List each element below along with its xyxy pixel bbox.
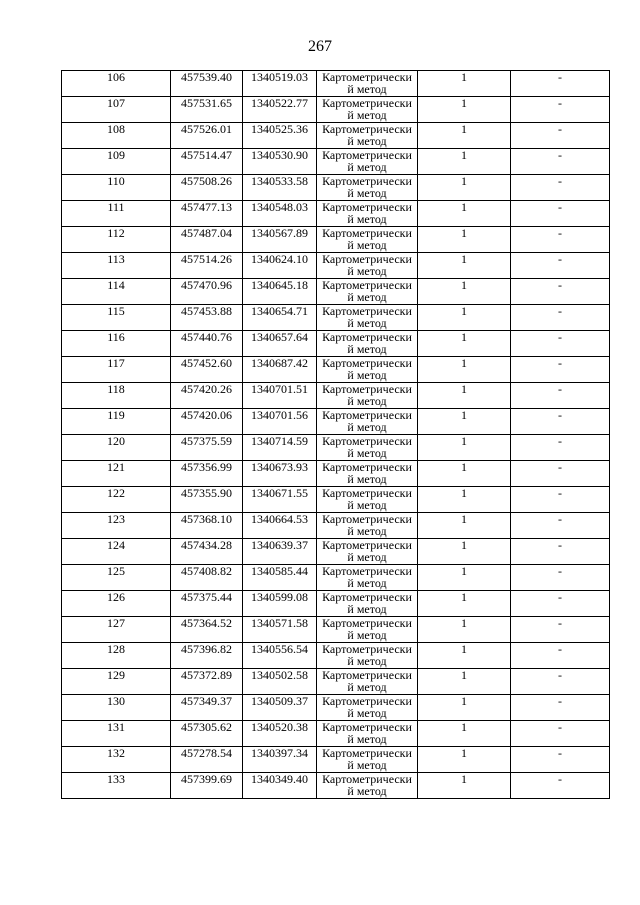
coordinate-y-cell: 1340522.77 [243,97,317,123]
coordinate-y-cell: 1340571.58 [243,617,317,643]
point-number-cell: 122 [62,487,171,513]
point-number-cell: 112 [62,227,171,253]
accuracy-cell: 1 [418,669,511,695]
table-row [62,357,610,383]
accuracy-cell: 1 [418,97,511,123]
accuracy-cell: 1 [418,565,511,591]
coordinate-y-cell: 1340525.36 [243,123,317,149]
table-row [62,747,610,773]
note-cell: - [511,435,610,461]
method-text-line-1: Картометрически [322,382,412,396]
method-cell [317,383,418,409]
coordinate-x-cell: 457508.26 [171,175,243,201]
method-cell [317,357,418,383]
note-cell: - [511,71,610,97]
method-text-line-1: Картометрически [322,356,412,370]
method-cell [317,175,418,201]
method-text-line-2: й метод [347,654,387,668]
point-number-cell: 127 [62,617,171,643]
method-cell [317,773,418,799]
coordinate-y-cell: 1340673.93 [243,461,317,487]
method-cell [317,695,418,721]
note-cell: - [511,721,610,747]
coordinate-y-cell: 1340671.55 [243,487,317,513]
coordinate-x-cell: 457278.54 [171,747,243,773]
accuracy-cell: 1 [418,409,511,435]
method-cell [317,409,418,435]
method-text-line-1: Картометрически [322,460,412,474]
note-cell: - [511,279,610,305]
method-cell [317,565,418,591]
method-text-line-1: Картометрически [322,590,412,604]
note-cell: - [511,461,610,487]
coordinate-x-cell: 457356.99 [171,461,243,487]
accuracy-cell: 1 [418,695,511,721]
coordinate-x-cell: 457514.26 [171,253,243,279]
point-number-cell: 129 [62,669,171,695]
method-cell [317,513,418,539]
table-row [62,565,610,591]
note-cell: - [511,747,610,773]
method-cell [317,97,418,123]
accuracy-cell: 1 [418,383,511,409]
note-cell: - [511,123,610,149]
method-text-line-1: Картометрически [322,252,412,266]
method-text-line-1: Картометрически [322,174,412,188]
method-text-line-1: Картометрически [322,772,412,786]
table-row [62,435,610,461]
method-text-line-1: Картометрически [322,616,412,630]
method-text-line-2: й метод [347,628,387,642]
coordinate-y-cell: 1340530.90 [243,149,317,175]
method-text-line-1: Картометрически [322,642,412,656]
point-number-cell: 109 [62,149,171,175]
point-number-cell: 106 [62,71,171,97]
method-text-line-2: й метод [347,446,387,460]
coordinate-y-cell: 1340556.54 [243,643,317,669]
method-text-line-1: Картометрически [322,564,412,578]
table-row [62,97,610,123]
table-row [62,409,610,435]
method-cell [317,643,418,669]
coordinate-y-cell: 1340567.89 [243,227,317,253]
method-text-line-1: Картометрически [322,486,412,500]
method-text-line-2: й метод [347,82,387,96]
table-row [62,461,610,487]
method-text-line-2: й метод [347,186,387,200]
method-text-line-2: й метод [347,420,387,434]
coordinate-y-cell: 1340509.37 [243,695,317,721]
note-cell: - [511,149,610,175]
coordinate-x-cell: 457453.88 [171,305,243,331]
note-cell: - [511,227,610,253]
table-row [62,721,610,747]
coordinate-x-cell: 457372.89 [171,669,243,695]
method-text-line-2: й метод [347,758,387,772]
coordinate-x-cell: 457531.65 [171,97,243,123]
method-text-line-2: й метод [347,342,387,356]
coordinate-x-cell: 457526.01 [171,123,243,149]
method-text-line-2: й метод [347,368,387,382]
coordinate-x-cell: 457375.59 [171,435,243,461]
table-row [62,669,610,695]
method-text-line-2: й метод [347,160,387,174]
coordinate-y-cell: 1340639.37 [243,539,317,565]
method-text-line-2: й метод [347,212,387,226]
coordinate-y-cell: 1340657.64 [243,331,317,357]
method-text-line-2: й метод [347,602,387,616]
method-cell [317,591,418,617]
coordinate-y-cell: 1340519.03 [243,71,317,97]
accuracy-cell: 1 [418,747,511,773]
table-row [62,591,610,617]
method-text-line-1: Картометрически [322,330,412,344]
accuracy-cell: 1 [418,591,511,617]
note-cell: - [511,591,610,617]
method-text-line-1: Картометрически [322,304,412,318]
method-text-line-2: й метод [347,108,387,122]
method-cell [317,617,418,643]
note-cell: - [511,201,610,227]
method-cell [317,305,418,331]
accuracy-cell: 1 [418,253,511,279]
method-cell [317,253,418,279]
coordinate-x-cell: 457368.10 [171,513,243,539]
note-cell: - [511,97,610,123]
point-number-cell: 117 [62,357,171,383]
note-cell: - [511,487,610,513]
method-cell [317,227,418,253]
method-text-line-2: й метод [347,706,387,720]
method-text-line-2: й метод [347,290,387,304]
note-cell: - [511,539,610,565]
accuracy-cell: 1 [418,773,511,799]
method-text-line-2: й метод [347,394,387,408]
method-text-line-1: Картометрически [322,434,412,448]
coordinate-y-cell: 1340687.42 [243,357,317,383]
coordinate-x-cell: 457434.28 [171,539,243,565]
coordinate-x-cell: 457364.52 [171,617,243,643]
coordinate-y-cell: 1340714.59 [243,435,317,461]
table-row [62,175,610,201]
coordinate-x-cell: 457477.13 [171,201,243,227]
method-cell [317,201,418,227]
coordinate-x-cell: 457420.26 [171,383,243,409]
point-number-cell: 121 [62,461,171,487]
method-text-line-2: й метод [347,498,387,512]
point-number-cell: 132 [62,747,171,773]
table-row [62,539,610,565]
accuracy-cell: 1 [418,539,511,565]
accuracy-cell: 1 [418,201,511,227]
note-cell: - [511,669,610,695]
coordinate-y-cell: 1340654.71 [243,305,317,331]
point-number-cell: 115 [62,305,171,331]
table-row [62,383,610,409]
method-text-line-1: Картометрически [322,96,412,110]
note-cell: - [511,409,610,435]
coordinate-x-cell: 457539.40 [171,71,243,97]
note-cell: - [511,175,610,201]
coordinate-y-cell: 1340624.10 [243,253,317,279]
coordinate-x-cell: 457487.04 [171,227,243,253]
page-number: 267 [308,38,332,55]
point-number-cell: 116 [62,331,171,357]
method-cell [317,461,418,487]
coordinate-x-cell: 457399.69 [171,773,243,799]
note-cell: - [511,773,610,799]
method-text-line-2: й метод [347,784,387,798]
method-cell [317,71,418,97]
coordinate-y-cell: 1340548.03 [243,201,317,227]
coordinate-y-cell: 1340585.44 [243,565,317,591]
method-text-line-1: Картометрически [322,512,412,526]
note-cell: - [511,643,610,669]
accuracy-cell: 1 [418,71,511,97]
table-row [62,227,610,253]
method-text-line-1: Картометрически [322,746,412,760]
table-row [62,513,610,539]
method-text-line-1: Картометрически [322,694,412,708]
point-number-cell: 133 [62,773,171,799]
coordinate-x-cell: 457408.82 [171,565,243,591]
method-text-line-1: Картометрически [322,668,412,682]
point-number-cell: 125 [62,565,171,591]
accuracy-cell: 1 [418,513,511,539]
note-cell: - [511,695,610,721]
coordinate-x-cell: 457355.90 [171,487,243,513]
table-row [62,305,610,331]
table-row [62,331,610,357]
coordinates-table [61,70,610,799]
method-cell [317,123,418,149]
table-row [62,201,610,227]
point-number-cell: 130 [62,695,171,721]
note-cell: - [511,253,610,279]
method-text-line-2: й метод [347,576,387,590]
accuracy-cell: 1 [418,487,511,513]
coordinates-table-body [62,71,610,799]
method-text-line-1: Картометрически [322,148,412,162]
method-text-line-1: Картометрически [322,122,412,136]
coordinate-y-cell: 1340701.56 [243,409,317,435]
note-cell: - [511,305,610,331]
coordinate-y-cell: 1340502.58 [243,669,317,695]
point-number-cell: 111 [62,201,171,227]
point-number-cell: 128 [62,643,171,669]
accuracy-cell: 1 [418,227,511,253]
coordinate-x-cell: 457440.76 [171,331,243,357]
accuracy-cell: 1 [418,331,511,357]
accuracy-cell: 1 [418,435,511,461]
method-cell [317,539,418,565]
point-number-cell: 126 [62,591,171,617]
method-text-line-2: й метод [347,238,387,252]
table-row [62,695,610,721]
table-row [62,71,610,97]
method-cell [317,669,418,695]
point-number-cell: 107 [62,97,171,123]
method-text-line-1: Картометрически [322,226,412,240]
method-text-line-1: Картометрически [322,538,412,552]
point-number-cell: 110 [62,175,171,201]
coordinate-y-cell: 1340349.40 [243,773,317,799]
coordinate-y-cell: 1340664.53 [243,513,317,539]
method-text-line-1: Картометрически [322,200,412,214]
table-row [62,487,610,513]
coordinate-y-cell: 1340599.08 [243,591,317,617]
method-cell [317,331,418,357]
coordinate-x-cell: 457305.62 [171,721,243,747]
coordinate-x-cell: 457514.47 [171,149,243,175]
point-number-cell: 118 [62,383,171,409]
point-number-cell: 108 [62,123,171,149]
point-number-cell: 124 [62,539,171,565]
accuracy-cell: 1 [418,175,511,201]
note-cell: - [511,513,610,539]
accuracy-cell: 1 [418,279,511,305]
coordinate-x-cell: 457470.96 [171,279,243,305]
accuracy-cell: 1 [418,461,511,487]
table-row [62,149,610,175]
table-row [62,643,610,669]
coordinate-y-cell: 1340701.51 [243,383,317,409]
note-cell: - [511,617,610,643]
accuracy-cell: 1 [418,721,511,747]
coordinate-y-cell: 1340520.38 [243,721,317,747]
coordinate-y-cell: 1340397.34 [243,747,317,773]
method-text-line-2: й метод [347,316,387,330]
method-text-line-2: й метод [347,134,387,148]
coordinate-x-cell: 457452.60 [171,357,243,383]
coordinate-y-cell: 1340533.58 [243,175,317,201]
accuracy-cell: 1 [418,617,511,643]
point-number-cell: 120 [62,435,171,461]
method-text-line-1: Картометрически [322,70,412,84]
accuracy-cell: 1 [418,123,511,149]
method-text-line-1: Картометрически [322,720,412,734]
table-row [62,253,610,279]
method-text-line-2: й метод [347,472,387,486]
method-text-line-2: й метод [347,732,387,746]
coordinate-x-cell: 457420.06 [171,409,243,435]
coordinate-x-cell: 457349.37 [171,695,243,721]
method-cell [317,487,418,513]
point-number-cell: 123 [62,513,171,539]
method-text-line-2: й метод [347,264,387,278]
point-number-cell: 119 [62,409,171,435]
accuracy-cell: 1 [418,643,511,669]
coordinate-x-cell: 457396.82 [171,643,243,669]
coordinate-y-cell: 1340645.18 [243,279,317,305]
method-cell [317,721,418,747]
method-cell [317,279,418,305]
note-cell: - [511,383,610,409]
method-cell [317,747,418,773]
note-cell: - [511,331,610,357]
point-number-cell: 131 [62,721,171,747]
accuracy-cell: 1 [418,305,511,331]
method-text-line-2: й метод [347,550,387,564]
note-cell: - [511,357,610,383]
accuracy-cell: 1 [418,149,511,175]
note-cell: - [511,565,610,591]
table-row [62,123,610,149]
table-row [62,279,610,305]
method-cell [317,149,418,175]
accuracy-cell: 1 [418,357,511,383]
table-row [62,773,610,799]
method-text-line-2: й метод [347,524,387,538]
point-number-cell: 113 [62,253,171,279]
method-text-line-1: Картометрически [322,278,412,292]
method-cell [317,435,418,461]
table-row [62,617,610,643]
point-number-cell: 114 [62,279,171,305]
method-text-line-1: Картометрически [322,408,412,422]
coordinate-x-cell: 457375.44 [171,591,243,617]
method-text-line-2: й метод [347,680,387,694]
